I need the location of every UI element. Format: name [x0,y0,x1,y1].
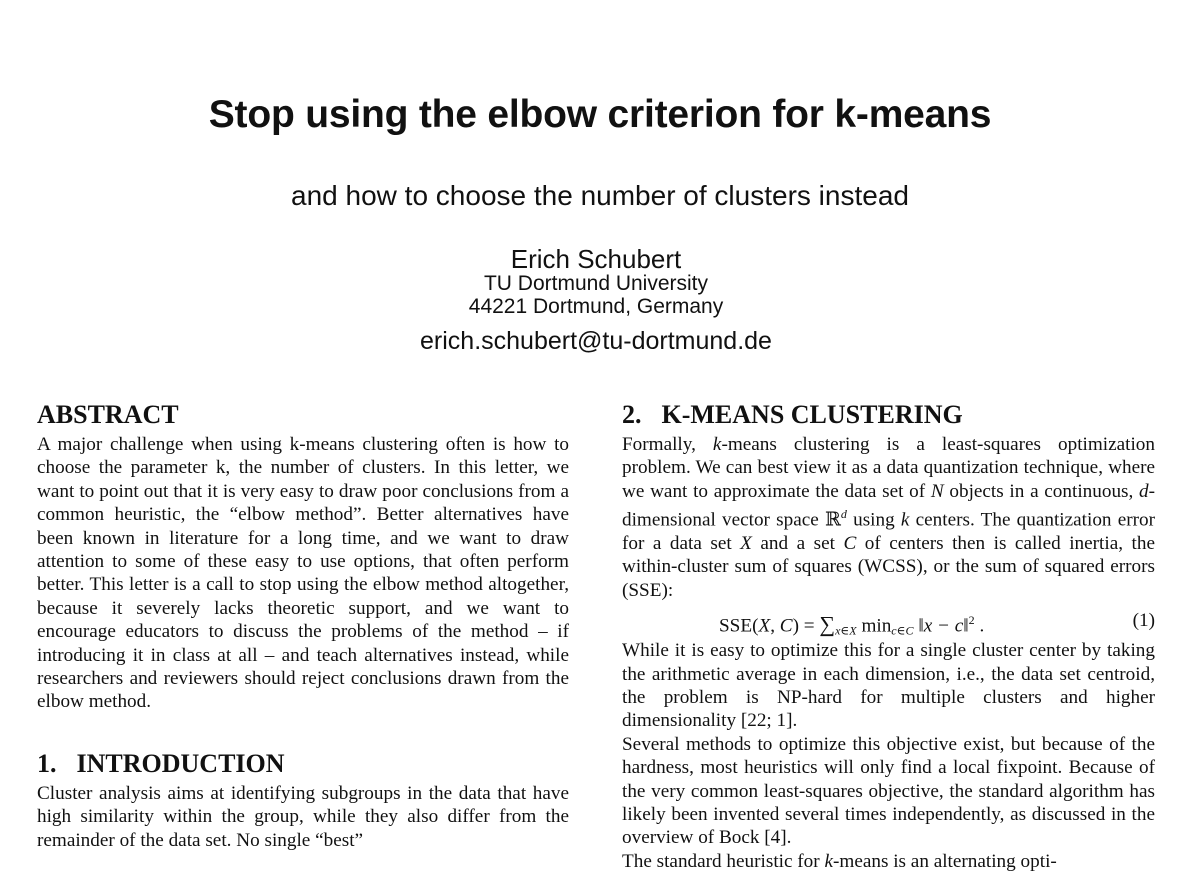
kmeans-paragraph-2: While it is easy to optimize this for a single cluster center by taking the arithmetic average in each dimension, i.e., the data set centroid, the problem is NP-hard for multiple clusters and higher dimensionality [22; 1]. [622,640,1155,732]
affiliation-university: TU Dortmund University [483,272,709,295]
introduction-heading [37,747,569,781]
author-affiliation [0,272,1192,318]
sse-equation [622,602,1155,639]
paper-title: Stop using the elbow criterion for k-means [208,93,992,136]
section-number: 1. [37,748,57,778]
author-email[interactable]: erich.schubert@tu-dortmund.de [420,327,772,355]
introduction-text: Cluster analysis aims at identifying subgroups in the data that have high similarity within the group, while they also differ from the remainder of the data set. No single “best” [37,782,569,851]
section-title: K-MEANS CLUSTERING [661,400,963,429]
abstract-text: A major challenge when using k-means clustering often is how to choose the parameter k, the number of clusters. In this letter, we want to point out that it is very easy to draw poor conclusions from a common heuristic, the “elbow method”. Better alternatives have been known in literature for a long time, and we want to draw attention to some of these easy to use options, that often perform better. This letter is a call to stop using the elbow method altogether, because it severely lacks theoretic support, and we want to encourage educators to discuss the problems of the method – if introducing it in class at all – and teach alternatives instead, while researchers and reviewers should reject conclusions drawn from the elbow method. [37,434,569,713]
paper-subtitle: and how to choose the number of clusters instead [291,180,909,211]
section-number: 2. [622,400,642,429]
equation-body: SSE(X, $C) = \sum_{x\in X}$ $\min_{c\in C}$ ‖x − c‖$^2$ . [719,611,985,638]
equation-number: (1) [1132,610,1155,632]
kmeans-paragraph-3: Several methods to optimize this objective exist, but because of the hardness, most heuristics will only find a local fixpoint. Because of the very common least-squares objective, the standard algorithm has likely been invented several times independently, as discussed in the overview of Bock [4]. [622,733,1155,849]
right-column [622,398,1155,873]
left-column [37,398,569,852]
kmeans-paragraph-1: Formally, k-means clustering is a least-squares optimization problem. We can best view it as a data quantization technique, where we want to approximate the data set of N objects in a continuous, d-dimensional vector space ℝ$^d$ using k centers. The quantization error for a data set X and a set C of centers then is called inertia, the within-cluster sum of squares (WCSS), or the sum of squared errors (SSE): [622,434,1155,601]
author-name: Erich Schubert [510,244,682,274]
kmeans-paragraph-4: The standard heuristic for k-means is an alternating opti- [622,850,1057,872]
abstract-heading: ABSTRACT [37,400,179,429]
kmeans-heading [622,398,1155,432]
section-title: INTRODUCTION [76,748,285,778]
affiliation-address: 44221 Dortmund, Germany [468,295,724,318]
